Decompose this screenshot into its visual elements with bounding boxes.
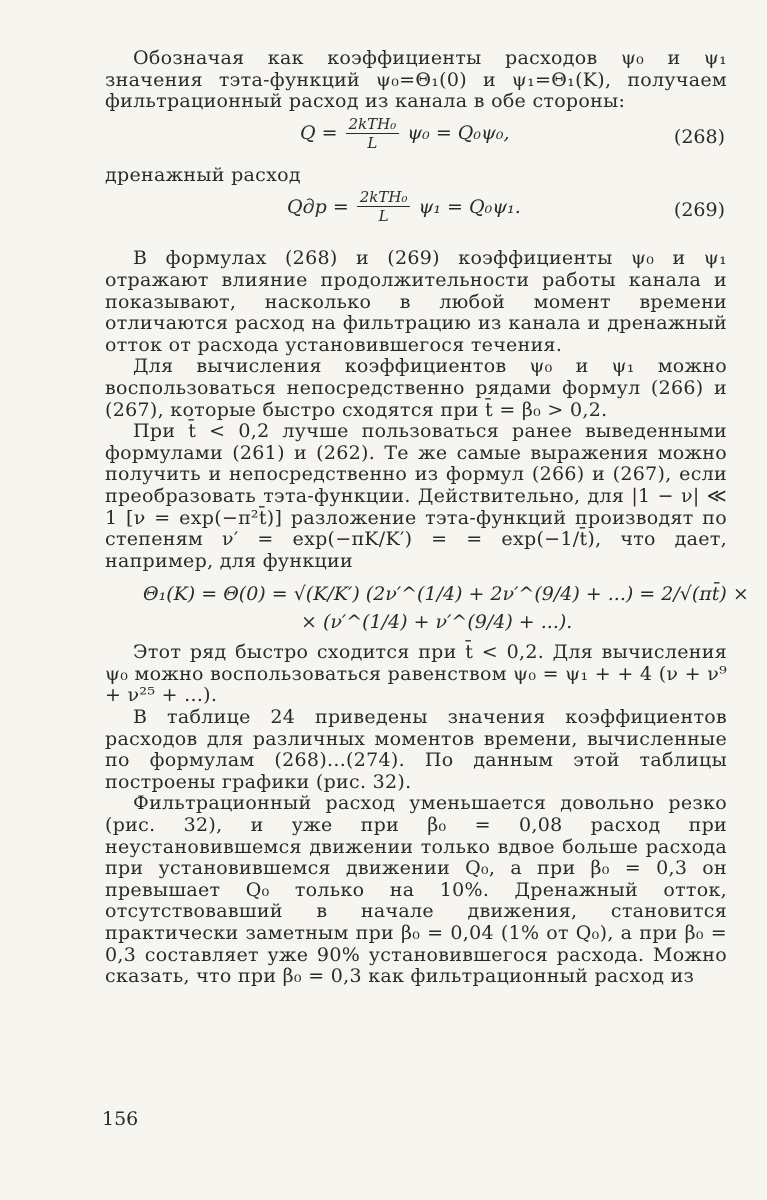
paragraph-5: При t̄ < 0,2 лучше пользоваться ранее выведенными формулами (261) и (262). Те же самые выражения можно получить и непосредственно из формул (266) и (267), если преобразовать тэта-функции. Действительно, для |1 − ν| ≪ 1 [ν = exp(−π²t̄)] разложение тэта-функций производят по степеням ν′ = exp(−πK/K′) = = exp(−1/t̄), что дает, например, для функции xyxy=(105,420,727,572)
paragraph-6: Этот ряд быстро сходится при t̄ < 0,2. Для вычисления ψ₀ можно воспользоваться равенством ψ₀ = ψ₁ + + 4 (ν + ν⁹ + ν²⁵ + ...). xyxy=(105,641,727,707)
eq269-numerator: 2kTH₀ xyxy=(357,188,411,207)
paragraph-8: Фильтрационный расход уменьшается довольно резко (рис. 32), и уже при β₀ = 0,08 расход при неустановившемся движении только вдвое больше расхода при установившемся движении Q₀, а при β₀ = 0,3 он превышает Q₀ только на 10%. Дренажный отток, отсутствовавший в начале движения, становится практически заметным при β₀ = 0,04 (1% от Q₀), а при β₀ = 0,3 составляет уже 90% установившегося расхода. Можно сказать, что при β₀ = 0,3 как фильтрационный расход из xyxy=(105,792,727,988)
eq269-rhs: ψ₁ = Q₀ψ₁. xyxy=(418,195,521,218)
eq268-number: (268) xyxy=(673,125,725,148)
eq269-lhs: Qдр = xyxy=(287,195,349,218)
page-number: 156 xyxy=(102,1108,139,1130)
theta-equation xyxy=(105,580,749,636)
equation-268 xyxy=(105,113,727,165)
theta-eq-line-1: Θ₁(K) = Θ(0) = √(K/K′) (2ν′^(1/4) + 2ν′^(9/4) + ...) = 2/√(πt̄) × xyxy=(143,583,749,606)
page-content xyxy=(105,47,749,988)
paragraph-7: В таблице 24 приведены значения коэффициентов расходов для различных моментов времени, вычисленные по формулам (268)...(274). По данным этой таблицы построены графики (рис. 32). xyxy=(105,706,727,793)
paragraph-4: Для вычисления коэффициентов ψ₀ и ψ₁ можно воспользоваться непосредственно рядами формул (266) и (267), которые быстро сходятся при t̄ = β₀ > 0,2. xyxy=(105,355,727,421)
equation-269 xyxy=(105,186,727,248)
eq268-denominator: L xyxy=(367,133,378,152)
eq269-denominator: L xyxy=(378,207,389,226)
paragraph-3: В формулах (268) и (269) коэффициенты ψ₀ и ψ₁ отражают влияние продолжительности работы канала и показывают, насколько в любой момент времени отличаются расход на фильтрацию из канала и дренажный отток от расхода установившегося течения. xyxy=(105,247,727,356)
paragraph-2: дренажный расход xyxy=(105,163,301,186)
eq268-rhs: ψ₀ = Q₀ψ₀, xyxy=(407,122,510,145)
eq268-lhs: Q = xyxy=(300,122,338,145)
theta-eq-line-2: × (ν′^(1/4) + ν′^(9/4) + ...). xyxy=(301,611,573,634)
eq268-numerator: 2kTH₀ xyxy=(346,115,400,134)
eq269-number: (269) xyxy=(673,199,725,222)
paragraph-1: Обозначая как коэффициенты расходов ψ₀ и ψ₁ значения тэта-функций ψ₀=Θ₁(0) и ψ₁=Θ₁(K), получаем фильтрационный расход из канала в обе стороны: xyxy=(105,47,727,113)
eq269-fraction xyxy=(357,188,411,225)
eq268-fraction xyxy=(346,115,400,152)
